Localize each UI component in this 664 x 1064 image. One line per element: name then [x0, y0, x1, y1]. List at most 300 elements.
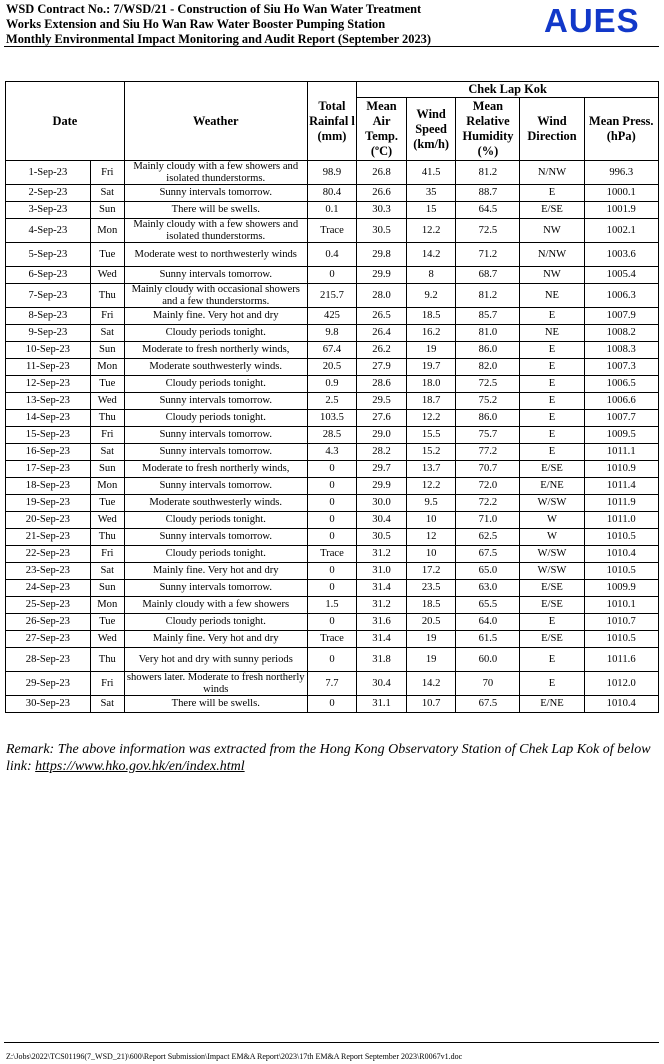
- row-mean-pressure: 1006.5: [584, 376, 659, 393]
- row-wind-speed: 16.2: [406, 325, 456, 342]
- footer-file-path: Z:\Jobs\2022\TCS01196(7_WSD_21)\600\Report Submission\Impact EM&A Report\2023\17th EM&A Report September 2023\R0067v1.doc: [6, 1052, 463, 1061]
- row-mean-pressure: 1011.0: [584, 512, 659, 529]
- row-wind-direction: N/NW: [520, 161, 584, 185]
- row-mean-pressure: 1012.0: [584, 672, 659, 696]
- row-humidity: 86.0: [456, 342, 520, 359]
- row-date: 1-Sep-23: [6, 161, 91, 185]
- row-mean-pressure: 1000.1: [584, 185, 659, 202]
- table-row: [6, 563, 659, 580]
- row-humidity: 65.5: [456, 597, 520, 614]
- row-mean-pressure: 1011.6: [584, 648, 659, 672]
- row-humidity: 72.5: [456, 376, 520, 393]
- row-wind-direction: E: [520, 393, 584, 410]
- row-rainfall: Trace: [307, 631, 357, 648]
- row-wind-speed: 8: [406, 267, 456, 284]
- table-row: [6, 427, 659, 444]
- row-mean-air-temp: 29.9: [357, 478, 407, 495]
- row-weather: Cloudy periods tonight.: [124, 614, 307, 631]
- table-row: [6, 185, 659, 202]
- row-mean-air-temp: 26.8: [357, 161, 407, 185]
- row-mean-pressure: 1011.9: [584, 495, 659, 512]
- row-wind-direction: W: [520, 512, 584, 529]
- row-mean-air-temp: 30.5: [357, 219, 407, 243]
- row-rainfall: 2.5: [307, 393, 357, 410]
- row-day: Sat: [90, 563, 124, 580]
- row-day: Wed: [90, 393, 124, 410]
- table-row: [6, 631, 659, 648]
- row-date: 19-Sep-23: [6, 495, 91, 512]
- row-weather: Sunny intervals tomorrow.: [124, 580, 307, 597]
- row-day: Fri: [90, 672, 124, 696]
- row-rainfall: 9.8: [307, 325, 357, 342]
- row-wind-speed: 41.5: [406, 161, 456, 185]
- row-wind-speed: 9.5: [406, 495, 456, 512]
- row-wind-speed: 15.5: [406, 427, 456, 444]
- row-rainfall: 0: [307, 478, 357, 495]
- table-row: [6, 243, 659, 267]
- row-mean-air-temp: 29.0: [357, 427, 407, 444]
- row-mean-pressure: 1007.9: [584, 308, 659, 325]
- row-wind-speed: 15: [406, 202, 456, 219]
- row-mean-air-temp: 29.9: [357, 267, 407, 284]
- weather-table: [5, 81, 659, 713]
- row-weather: Sunny intervals tomorrow.: [124, 185, 307, 202]
- row-wind-speed: 19.7: [406, 359, 456, 376]
- row-day: Sun: [90, 580, 124, 597]
- row-mean-air-temp: 29.8: [357, 243, 407, 267]
- aues-logo: AUES: [544, 2, 640, 39]
- row-weather: Moderate southwesterly winds.: [124, 359, 307, 376]
- row-weather: showers later. Moderate to fresh northerly winds: [124, 672, 307, 696]
- row-wind-speed: 12: [406, 529, 456, 546]
- header-wind-speed: Wind Speed (km/h): [406, 98, 456, 161]
- row-mean-air-temp: 30.4: [357, 512, 407, 529]
- row-date: 2-Sep-23: [6, 185, 91, 202]
- row-wind-direction: E/SE: [520, 461, 584, 478]
- row-wind-speed: 19: [406, 342, 456, 359]
- row-wind-speed: 12.2: [406, 478, 456, 495]
- row-humidity: 85.7: [456, 308, 520, 325]
- row-wind-direction: E: [520, 359, 584, 376]
- header-line-2: Works Extension and Siu Ho Wan Raw Water Booster Pumping Station: [6, 17, 386, 31]
- row-day: Fri: [90, 161, 124, 185]
- row-mean-air-temp: 28.6: [357, 376, 407, 393]
- row-date: 12-Sep-23: [6, 376, 91, 393]
- header-line-3: Monthly Environmental Impact Monitoring and Audit Report (September 2023): [6, 32, 431, 46]
- row-day: Tue: [90, 243, 124, 267]
- row-day: Fri: [90, 427, 124, 444]
- header-total-rainfall: Total Rainfal l (mm): [307, 82, 357, 161]
- row-day: Tue: [90, 376, 124, 393]
- row-wind-speed: 12.2: [406, 219, 456, 243]
- row-mean-pressure: 1006.3: [584, 284, 659, 308]
- row-date: 7-Sep-23: [6, 284, 91, 308]
- row-weather: Sunny intervals tomorrow.: [124, 427, 307, 444]
- row-date: 11-Sep-23: [6, 359, 91, 376]
- row-date: 16-Sep-23: [6, 444, 91, 461]
- row-date: 21-Sep-23: [6, 529, 91, 546]
- row-wind-speed: 10: [406, 546, 456, 563]
- table-row: [6, 410, 659, 427]
- row-wind-direction: E/SE: [520, 580, 584, 597]
- row-weather: Mainly cloudy with a few showers: [124, 597, 307, 614]
- table-row: [6, 444, 659, 461]
- row-day: Fri: [90, 308, 124, 325]
- row-date: 15-Sep-23: [6, 427, 91, 444]
- row-mean-air-temp: 31.2: [357, 546, 407, 563]
- row-rainfall: 1.5: [307, 597, 357, 614]
- row-wind-direction: E: [520, 614, 584, 631]
- row-humidity: 68.7: [456, 267, 520, 284]
- row-humidity: 75.2: [456, 393, 520, 410]
- row-wind-direction: E/SE: [520, 631, 584, 648]
- row-humidity: 70: [456, 672, 520, 696]
- row-rainfall: 98.9: [307, 161, 357, 185]
- row-mean-pressure: 1010.5: [584, 563, 659, 580]
- row-mean-pressure: 1009.9: [584, 580, 659, 597]
- table-row: [6, 267, 659, 284]
- row-mean-air-temp: 29.5: [357, 393, 407, 410]
- row-rainfall: 80.4: [307, 185, 357, 202]
- row-wind-speed: 20.5: [406, 614, 456, 631]
- row-mean-air-temp: 31.4: [357, 631, 407, 648]
- row-wind-speed: 19: [406, 648, 456, 672]
- row-humidity: 81.2: [456, 161, 520, 185]
- row-rainfall: 0: [307, 563, 357, 580]
- row-mean-air-temp: 31.4: [357, 580, 407, 597]
- row-rainfall: 0: [307, 529, 357, 546]
- row-day: Mon: [90, 597, 124, 614]
- row-wind-speed: 18.0: [406, 376, 456, 393]
- row-date: 20-Sep-23: [6, 512, 91, 529]
- row-mean-air-temp: 27.6: [357, 410, 407, 427]
- row-day: Sun: [90, 202, 124, 219]
- footer-divider: [4, 1042, 659, 1043]
- table-row: [6, 495, 659, 512]
- table-row: [6, 284, 659, 308]
- header-mean-air-temp: Mean Air Temp. (ºC): [357, 98, 407, 161]
- row-weather: Very hot and dry with sunny periods: [124, 648, 307, 672]
- row-humidity: 88.7: [456, 185, 520, 202]
- row-wind-direction: NE: [520, 325, 584, 342]
- row-date: 22-Sep-23: [6, 546, 91, 563]
- row-wind-direction: E/SE: [520, 597, 584, 614]
- table-row: [6, 529, 659, 546]
- row-day: Mon: [90, 478, 124, 495]
- row-weather: Mainly fine. Very hot and dry: [124, 563, 307, 580]
- row-day: Sun: [90, 461, 124, 478]
- row-mean-air-temp: 31.0: [357, 563, 407, 580]
- row-mean-pressure: 1010.4: [584, 696, 659, 713]
- remark: [6, 741, 662, 775]
- row-weather: Sunny intervals tomorrow.: [124, 444, 307, 461]
- row-wind-speed: 10: [406, 512, 456, 529]
- table-row: [6, 325, 659, 342]
- row-date: 27-Sep-23: [6, 631, 91, 648]
- table-row: [6, 308, 659, 325]
- row-wind-speed: 15.2: [406, 444, 456, 461]
- row-wind-direction: W/SW: [520, 546, 584, 563]
- row-mean-pressure: 1007.3: [584, 359, 659, 376]
- row-wind-speed: 18.7: [406, 393, 456, 410]
- row-weather: Moderate southwesterly winds.: [124, 495, 307, 512]
- row-wind-direction: W/SW: [520, 495, 584, 512]
- row-wind-direction: E/NE: [520, 478, 584, 495]
- row-humidity: 61.5: [456, 631, 520, 648]
- row-rainfall: 0.4: [307, 243, 357, 267]
- row-rainfall: 0: [307, 580, 357, 597]
- row-wind-direction: E: [520, 410, 584, 427]
- header-date: Date: [6, 82, 125, 161]
- row-humidity: 77.2: [456, 444, 520, 461]
- row-rainfall: Trace: [307, 219, 357, 243]
- row-date: 13-Sep-23: [6, 393, 91, 410]
- row-date: 17-Sep-23: [6, 461, 91, 478]
- row-date: 10-Sep-23: [6, 342, 91, 359]
- table-row: [6, 597, 659, 614]
- row-weather: Mainly cloudy with a few showers and isolated thunderstorms.: [124, 161, 307, 185]
- row-weather: Sunny intervals tomorrow.: [124, 267, 307, 284]
- row-date: 30-Sep-23: [6, 696, 91, 713]
- row-day: Thu: [90, 648, 124, 672]
- row-mean-pressure: 1008.2: [584, 325, 659, 342]
- row-date: 5-Sep-23: [6, 243, 91, 267]
- row-day: Sat: [90, 696, 124, 713]
- row-mean-pressure: 1006.6: [584, 393, 659, 410]
- row-day: Tue: [90, 495, 124, 512]
- row-wind-speed: 13.7: [406, 461, 456, 478]
- header-mean-relative-humidity: Mean Relative Humidity (%): [456, 98, 520, 161]
- header-line-1: WSD Contract No.: 7/WSD/21 - Construction of Siu Ho Wan Water Treatment: [6, 2, 422, 16]
- row-mean-air-temp: 31.8: [357, 648, 407, 672]
- row-rainfall: 0: [307, 614, 357, 631]
- row-wind-speed: 14.2: [406, 243, 456, 267]
- row-humidity: 71.0: [456, 512, 520, 529]
- row-wind-speed: 14.2: [406, 672, 456, 696]
- row-day: Mon: [90, 359, 124, 376]
- row-weather: Mainly fine. Very hot and dry: [124, 631, 307, 648]
- row-day: Wed: [90, 631, 124, 648]
- row-date: 24-Sep-23: [6, 580, 91, 597]
- row-humidity: 82.0: [456, 359, 520, 376]
- row-mean-air-temp: 28.2: [357, 444, 407, 461]
- row-rainfall: 425: [307, 308, 357, 325]
- row-mean-pressure: 1009.5: [584, 427, 659, 444]
- row-humidity: 67.5: [456, 546, 520, 563]
- row-wind-direction: E: [520, 444, 584, 461]
- row-mean-pressure: 1010.9: [584, 461, 659, 478]
- row-day: Sat: [90, 185, 124, 202]
- row-mean-pressure: 1011.1: [584, 444, 659, 461]
- row-day: Thu: [90, 529, 124, 546]
- row-wind-speed: 23.5: [406, 580, 456, 597]
- row-weather: Cloudy periods tonight.: [124, 376, 307, 393]
- header-weather: Weather: [124, 82, 307, 161]
- row-date: 3-Sep-23: [6, 202, 91, 219]
- row-mean-pressure: 1001.9: [584, 202, 659, 219]
- row-wind-speed: 18.5: [406, 308, 456, 325]
- row-wind-speed: 35: [406, 185, 456, 202]
- row-rainfall: 0: [307, 461, 357, 478]
- row-mean-air-temp: 30.0: [357, 495, 407, 512]
- row-wind-direction: N/NW: [520, 243, 584, 267]
- row-wind-speed: 19: [406, 631, 456, 648]
- row-humidity: 71.2: [456, 243, 520, 267]
- remark-text: Remark: The above information was extracted from the Hong Kong Observatory Station of Chek Lap Kok of below link:: [6, 742, 651, 774]
- row-humidity: 62.5: [456, 529, 520, 546]
- row-rainfall: 28.5: [307, 427, 357, 444]
- row-rainfall: 0.9: [307, 376, 357, 393]
- row-rainfall: 0: [307, 648, 357, 672]
- row-wind-speed: 9.2: [406, 284, 456, 308]
- table-row: [6, 202, 659, 219]
- row-humidity: 86.0: [456, 410, 520, 427]
- row-weather: Cloudy periods tonight.: [124, 512, 307, 529]
- table-row: [6, 512, 659, 529]
- row-weather: Sunny intervals tomorrow.: [124, 529, 307, 546]
- row-mean-air-temp: 31.1: [357, 696, 407, 713]
- row-wind-direction: E: [520, 185, 584, 202]
- row-humidity: 81.2: [456, 284, 520, 308]
- row-weather: Mainly cloudy with a few showers and isolated thunderstorms.: [124, 219, 307, 243]
- row-humidity: 63.0: [456, 580, 520, 597]
- weather-table-body: [6, 161, 659, 713]
- row-mean-air-temp: 31.6: [357, 614, 407, 631]
- row-day: Thu: [90, 284, 124, 308]
- table-row: [6, 580, 659, 597]
- row-mean-air-temp: 26.6: [357, 185, 407, 202]
- row-wind-direction: NW: [520, 267, 584, 284]
- row-wind-direction: E: [520, 376, 584, 393]
- row-date: 4-Sep-23: [6, 219, 91, 243]
- row-wind-direction: E: [520, 672, 584, 696]
- row-weather: Moderate to fresh northerly winds,: [124, 461, 307, 478]
- row-rainfall: 20.5: [307, 359, 357, 376]
- row-humidity: 72.0: [456, 478, 520, 495]
- row-wind-speed: 18.5: [406, 597, 456, 614]
- row-rainfall: 0.1: [307, 202, 357, 219]
- row-mean-pressure: 1003.6: [584, 243, 659, 267]
- row-day: Fri: [90, 546, 124, 563]
- row-humidity: 64.0: [456, 614, 520, 631]
- row-mean-air-temp: 30.3: [357, 202, 407, 219]
- row-mean-air-temp: 27.9: [357, 359, 407, 376]
- table-row: [6, 359, 659, 376]
- row-rainfall: Trace: [307, 546, 357, 563]
- row-mean-pressure: 1008.3: [584, 342, 659, 359]
- row-mean-pressure: 1010.4: [584, 546, 659, 563]
- row-rainfall: 67.4: [307, 342, 357, 359]
- row-mean-air-temp: 26.5: [357, 308, 407, 325]
- row-rainfall: 0: [307, 495, 357, 512]
- row-humidity: 65.0: [456, 563, 520, 580]
- hko-link[interactable]: https://www.hko.gov.hk/en/index.html: [35, 759, 245, 774]
- row-mean-pressure: 1010.5: [584, 529, 659, 546]
- row-mean-pressure: 1010.7: [584, 614, 659, 631]
- table-row: [6, 672, 659, 696]
- row-date: 29-Sep-23: [6, 672, 91, 696]
- row-mean-air-temp: 30.4: [357, 672, 407, 696]
- row-mean-air-temp: 28.0: [357, 284, 407, 308]
- row-wind-direction: NE: [520, 284, 584, 308]
- row-day: Wed: [90, 512, 124, 529]
- table-row: [6, 376, 659, 393]
- row-mean-air-temp: 31.2: [357, 597, 407, 614]
- row-mean-air-temp: 26.4: [357, 325, 407, 342]
- row-date: 26-Sep-23: [6, 614, 91, 631]
- row-weather: Moderate west to northwesterly winds: [124, 243, 307, 267]
- row-humidity: 75.7: [456, 427, 520, 444]
- row-date: 8-Sep-23: [6, 308, 91, 325]
- table-row: [6, 614, 659, 631]
- row-wind-direction: E/NE: [520, 696, 584, 713]
- row-weather: Mainly fine. Very hot and dry: [124, 308, 307, 325]
- row-mean-pressure: 996.3: [584, 161, 659, 185]
- row-rainfall: 215.7: [307, 284, 357, 308]
- row-mean-air-temp: 26.2: [357, 342, 407, 359]
- row-mean-air-temp: 30.5: [357, 529, 407, 546]
- row-date: 6-Sep-23: [6, 267, 91, 284]
- row-wind-direction: NW: [520, 219, 584, 243]
- table-row: [6, 342, 659, 359]
- row-humidity: 81.0: [456, 325, 520, 342]
- row-wind-direction: E/SE: [520, 202, 584, 219]
- row-mean-pressure: 1011.4: [584, 478, 659, 495]
- row-day: Thu: [90, 410, 124, 427]
- row-humidity: 72.5: [456, 219, 520, 243]
- row-wind-direction: W: [520, 529, 584, 546]
- row-wind-speed: 10.7: [406, 696, 456, 713]
- row-weather: Mainly cloudy with occasional showers and a few thunderstorms.: [124, 284, 307, 308]
- row-day: Wed: [90, 267, 124, 284]
- row-mean-pressure: 1010.5: [584, 631, 659, 648]
- row-wind-direction: W/SW: [520, 563, 584, 580]
- row-wind-direction: E: [520, 648, 584, 672]
- row-humidity: 60.0: [456, 648, 520, 672]
- row-mean-pressure: 1010.1: [584, 597, 659, 614]
- table-row: [6, 393, 659, 410]
- row-rainfall: 7.7: [307, 672, 357, 696]
- row-mean-air-temp: 29.7: [357, 461, 407, 478]
- row-wind-speed: 12.2: [406, 410, 456, 427]
- row-mean-pressure: 1005.4: [584, 267, 659, 284]
- row-date: 9-Sep-23: [6, 325, 91, 342]
- row-rainfall: 103.5: [307, 410, 357, 427]
- table-row: [6, 696, 659, 713]
- header-station-chek-lap-kok: Chek Lap Kok: [357, 82, 659, 98]
- row-date: 23-Sep-23: [6, 563, 91, 580]
- row-rainfall: 0: [307, 512, 357, 529]
- row-weather: Moderate to fresh northerly winds,: [124, 342, 307, 359]
- row-date: 28-Sep-23: [6, 648, 91, 672]
- row-weather: There will be swells.: [124, 696, 307, 713]
- row-weather: Cloudy periods tonight.: [124, 325, 307, 342]
- header-mean-pressure: Mean Press. (hPa): [584, 98, 659, 161]
- row-humidity: 67.5: [456, 696, 520, 713]
- row-humidity: 64.5: [456, 202, 520, 219]
- row-day: Sun: [90, 342, 124, 359]
- row-date: 14-Sep-23: [6, 410, 91, 427]
- row-date: 18-Sep-23: [6, 478, 91, 495]
- row-humidity: 72.2: [456, 495, 520, 512]
- table-row: [6, 648, 659, 672]
- row-weather: There will be swells.: [124, 202, 307, 219]
- row-mean-pressure: 1002.1: [584, 219, 659, 243]
- table-row: [6, 219, 659, 243]
- row-rainfall: 4.3: [307, 444, 357, 461]
- row-rainfall: 0: [307, 696, 357, 713]
- row-wind-direction: E: [520, 427, 584, 444]
